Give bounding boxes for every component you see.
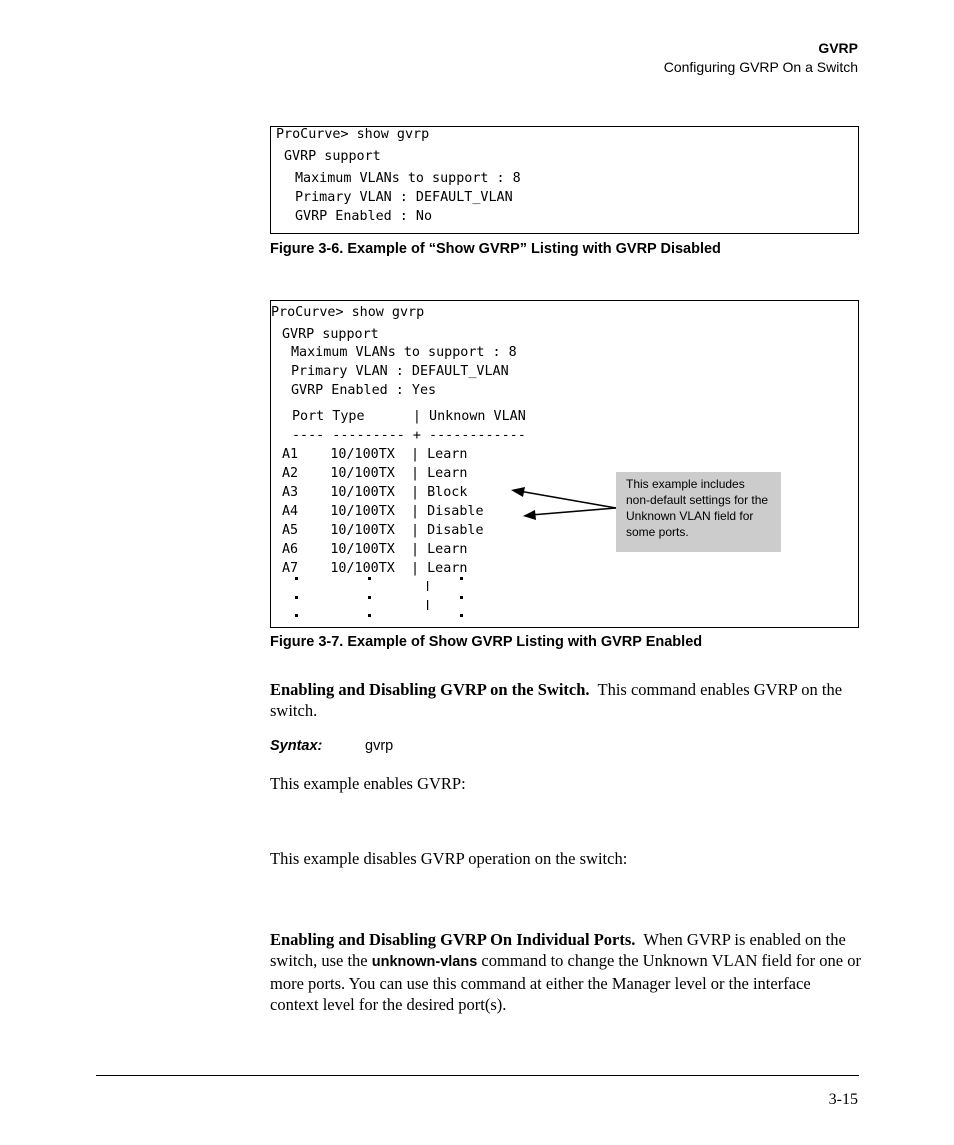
terminal-line: ProCurve> show gvrp: [271, 305, 425, 320]
example-enable-text: This example enables GVRP:: [270, 774, 466, 793]
running-header-title: GVRP: [818, 40, 858, 56]
terminal-line: Maximum VLANs to support : 8: [295, 171, 521, 186]
page-number: 3-15: [828, 1091, 858, 1108]
figure-3-7-caption: Figure 3-7. Example of Show GVRP Listing with GVRP Enabled: [270, 634, 703, 650]
syntax-value: gvrp: [365, 738, 394, 754]
terminal-line: ProCurve> show gvrp: [276, 127, 430, 142]
running-header-subtitle: Configuring GVRP On a Switch: [663, 59, 858, 75]
table-header: Port Type | Unknown VLAN: [292, 409, 526, 424]
table-row: A6 10/100TX | Learn: [282, 542, 468, 557]
section-heading: Enabling and Disabling GVRP on the Switch.: [270, 680, 590, 699]
table-row: A4 10/100TX | Disable: [282, 504, 484, 519]
syntax-label: Syntax:: [270, 738, 323, 754]
footer-rule: [96, 1075, 859, 1076]
terminal-line: GVRP support: [282, 327, 379, 342]
terminal-line: Maximum VLANs to support : 8: [291, 345, 517, 360]
table-row: A7 10/100TX | Learn: [282, 561, 468, 576]
table-row: A1 10/100TX | Learn: [282, 447, 468, 462]
table-divider: ---- --------- + ------------: [292, 428, 526, 443]
example-disable-text: This example disables GVRP operation on the switch:: [270, 849, 628, 868]
table-row: A5 10/100TX | Disable: [282, 523, 484, 538]
section-enable-ports: [270, 929, 862, 1015]
terminal-line: GVRP Enabled : No: [295, 209, 433, 224]
continuation-dots: [271, 301, 857, 626]
table-row: A2 10/100TX | Learn: [282, 466, 468, 481]
figure-3-6-caption: Figure 3-6. Example of “Show GVRP” Listing with GVRP Disabled: [270, 241, 721, 257]
terminal-line: GVRP Enabled : Yes: [291, 383, 437, 398]
terminal-line: GVRP support: [284, 149, 381, 164]
section-text: When GVRP is enabled on the switch, use the: [270, 930, 846, 970]
terminal-line: Primary VLAN : DEFAULT_VLAN: [291, 364, 509, 379]
command-name: unknown-vlans: [371, 954, 478, 970]
figure-3-6-terminal: [270, 126, 859, 234]
figure-3-7-terminal: [270, 300, 859, 628]
callout-note: This example includes non-default settings for the Unknown VLAN field for some ports.: [616, 472, 781, 552]
section-text: command to change the Unknown VLAN field for one or more ports. You can use this command at either the Manager level or the interface context level for the desired port(s).: [270, 951, 861, 1014]
section-heading: Enabling and Disabling GVRP On Individual Ports.: [270, 930, 636, 949]
terminal-line: Primary VLAN : DEFAULT_VLAN: [295, 190, 513, 205]
section-enable-switch: [270, 679, 862, 721]
section-text: This command enables GVRP on the switch.: [270, 680, 843, 720]
table-row: A3 10/100TX | Block: [282, 485, 468, 500]
